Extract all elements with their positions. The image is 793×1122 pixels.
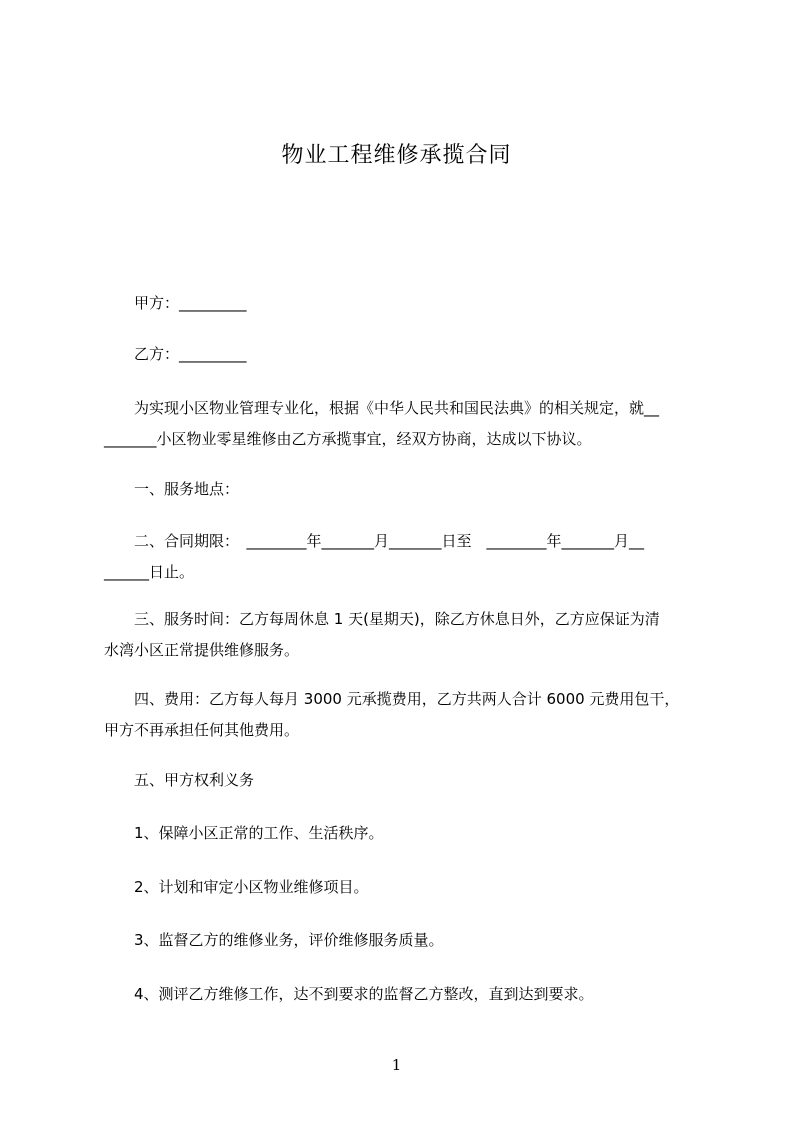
party-b-line: 乙方：_________ bbox=[104, 345, 247, 363]
service-time-line-1: 三、服务时间：乙方每周休息 1 天(星期天)，除乙方休息日外，乙方应保证为清 bbox=[104, 610, 660, 628]
list-item: 4、测评乙方维修工作，达不到要求的监督乙方整改，直到达到要求。 bbox=[104, 985, 594, 1003]
contract-title: 物业工程维修承揽合同 bbox=[281, 143, 512, 168]
fees-line-2: 甲方不再承担任何其他费用。 bbox=[104, 721, 300, 739]
clause-contract-term bbox=[104, 526, 704, 588]
party-a-line: 甲方：_________ bbox=[104, 294, 247, 312]
intro-line-1: 为实现小区物业管理专业化，根据《中华人民共和国民法典》的相关规定，就__ bbox=[104, 399, 660, 417]
service-time-line-2: 水湾小区正常提供维修服务。 bbox=[104, 641, 300, 659]
intro-paragraph bbox=[104, 393, 704, 455]
list-item: 1、保障小区正常的工作、生活秩序。 bbox=[104, 824, 384, 842]
contract-term-line-1: 二、合同期限： ________年_______月_______日至 ________年_______月__ bbox=[104, 532, 645, 550]
clause-fees bbox=[104, 684, 704, 746]
page-number: 1 bbox=[391, 1056, 402, 1074]
list-item: 2、计划和审定小区物业维修项目。 bbox=[104, 878, 369, 896]
fees-line-1: 四、费用：乙方每人每月 3000 元承揽费用，乙方共两人合计 6000 元费用包干， bbox=[104, 690, 680, 708]
clause-service-location: 一、服务地点： bbox=[104, 480, 240, 498]
list-item: 3、监督乙方的维修业务，评价维修服务质量。 bbox=[104, 931, 444, 949]
contract-term-line-2: ______日止。 bbox=[104, 563, 195, 581]
intro-line-2: _______小区物业零星维修由乙方承揽事宜，经双方协商，达成以下协议。 bbox=[104, 430, 592, 448]
clause-party-a-rights: 五、甲方权利义务 bbox=[104, 771, 255, 789]
clause-service-time bbox=[104, 604, 704, 666]
